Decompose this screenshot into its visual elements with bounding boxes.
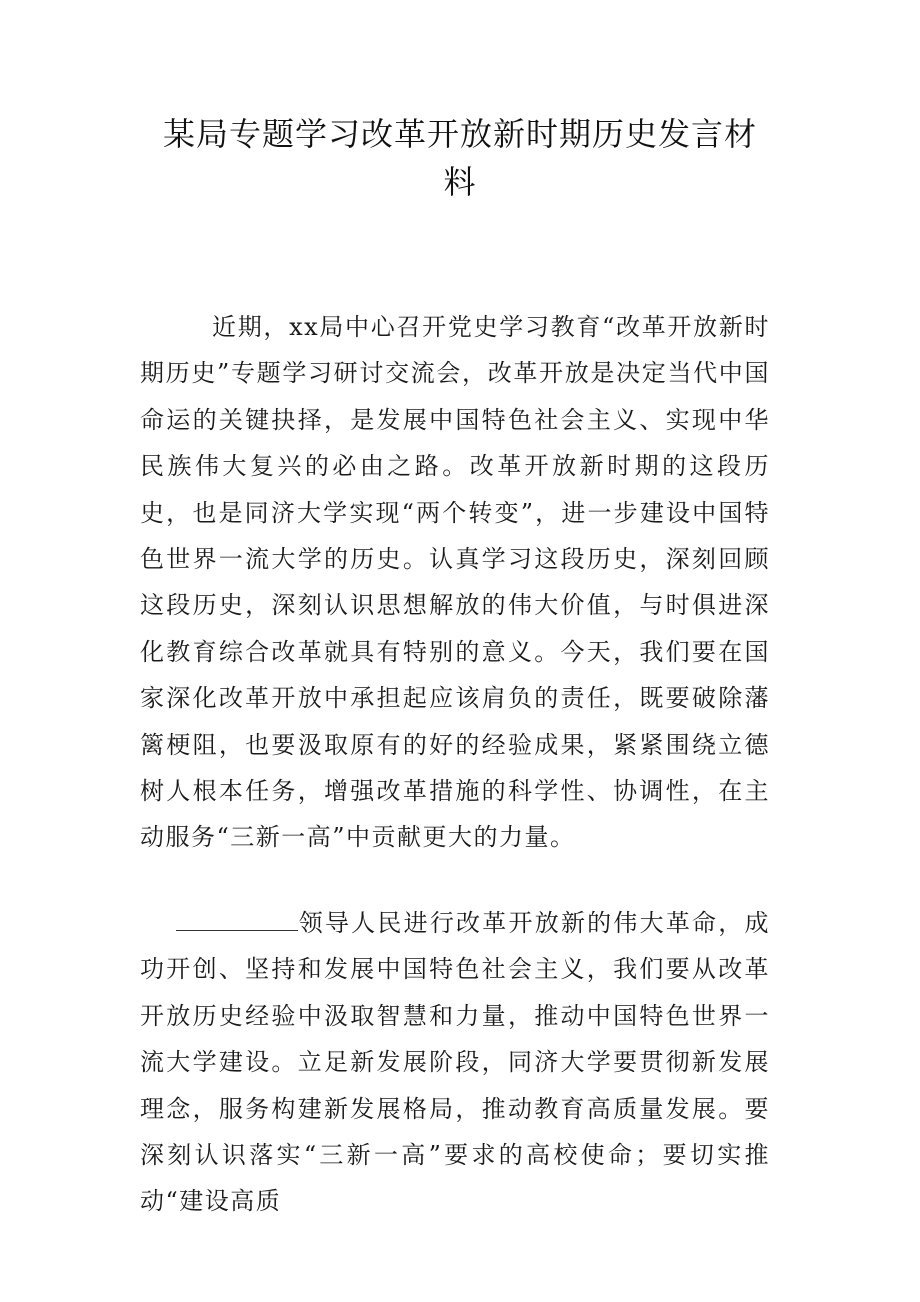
document-title: 某局专题学习改革开放新时期历史发言材料: [162, 115, 757, 201]
fill-in-blank-line: [176, 910, 298, 931]
paragraph-2-text: 领导人民进行改革开放新的伟大革命，成功开创、坚持和发展中国特色社会主义，我们要从改革开放历史经验中汲取智慧和力量，推动中国特色世界一流大学建设。立足新发展阶段，同济大学要贯彻新发展理念，服务构建新发展格局，推动教育高质量发展。要深刻认识落实“三新一高”要求的高校使命；要切实推动“建设高质: [140, 909, 770, 1216]
paragraph-1: 近期，xx局中心召开党史学习教育“改革开放新时期历史”专题学习研讨交流会，改革开放是决定当代中国命运的关键抉择，是发展中国特色社会主义、实现中华民族伟大复兴的必由之路。改革开放新时期的这段历史，也是同济大学实现“两个转变”，进一步建设中国特色世界一流大学的历史。认真学习这段历史，深刻回顾这段历史，深刻认识思想解放的伟大价值，与时俱进深化教育综合改革就具有特别的意义。今天，我们要在国家深化改革开放中承担起应该肩负的责任，既要破除藩篱梗阻，也要汲取原有的好的经验成果，紧紧围绕立德树人根本任务，增强改革措施的科学性、协调性，在主动服务“三新一高”中贡献更大的力量。: [140, 313, 770, 852]
paragraph-2: [140, 900, 770, 1225]
